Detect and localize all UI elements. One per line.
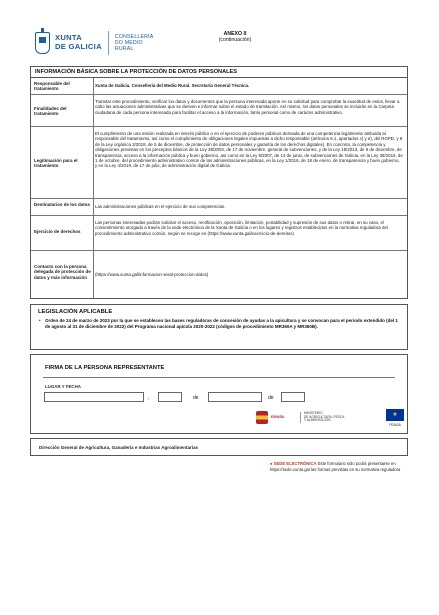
place-date-label: LUGAR Y FECHA: [45, 384, 81, 389]
legislation-title: LEGISLACIÓN APLICABLE: [38, 309, 113, 315]
row-label: Contacto con la persona delegada de protección de datos y más información: [34, 264, 91, 280]
coat-of-arms-icon: [35, 32, 50, 54]
table-row: [31, 199, 407, 216]
annex-title: ANEXO II: [223, 31, 247, 37]
row-label: Responsable del tratamiento: [34, 81, 70, 92]
eu-flag-icon: ★: [386, 409, 404, 421]
row-label: Ejercicio de derechos: [34, 229, 81, 234]
bullet-icon: •: [39, 318, 41, 323]
sede-text-2: las formas previstas en su normativa reguladora: [310, 466, 401, 472]
month-input[interactable]: [208, 392, 262, 402]
data-protection-table: [30, 66, 408, 299]
row-label: Legitimación para el tratamiento: [34, 158, 78, 169]
sede-notice: [270, 461, 400, 472]
de-separator: de: [268, 395, 274, 401]
feaga-label: FEAGA: [389, 423, 401, 427]
row-value: El cumplimiento de una misión realizada en interés público o en el ejercicio de poderes públicos derivada de una competencia legalmente atribuida al responsable del tratamiento, así como el cumplimiento de obligaciones legales impuestas a dicho responsable (artículos 6.1, apartados c) y e), del RGPD, y 8 de la Ley orgánica 3/2018, de 5 de diciembre, de protección de datos personales y garantía de los derechos digitales). En concreto, la competencia y obligaciones previstas en los preceptos básicos de la Ley 38/2003, de 17 de noviembre, general de subvenciones, y de la Ley 19/2013, de 9 de diciembre, de transparencia, acceso a la información pública y buen gobierno, así como en la Ley 9/2007, de 13 de junio, de subvenciones de Galicia, en la Ley 39/2015, de 1 de octubre, del procedimiento administrativo común de las administraciones públicas, en la Ley 1/2016, de 18 de enero, de transparencia y buen gobierno, y en la Ley 4/2019, de 17 de julio, de administración digital de Galicia.: [95, 131, 403, 169]
signature-title: FIRMA DE LA PERSONA REPRESENTANTE: [45, 365, 165, 371]
row-value: Tramitar este procedimiento, verificar los datos y documentos que la persona interesada aporte en su solicitud para comprobar la exactitud de estos, llevar a cabo las actuaciones administrativas que se deriven e informar sobre el estado de tramitación. Así mismo, los datos personales se incluirán en la Carpeta ciudadana de cada persona interesada para facilitar el acceso a la información, tanto personal como de carácter administrativo.: [95, 99, 400, 115]
row-value: Las personas interesadas podrán solicitar el acceso, rectificación, oposición, limitación, portabilidad y supresión de sus datos o retirar, en su caso, el consentimiento otorgado a través de la sede electrónica de la Xunta de Galicia o en los lugares y registros establecidos en la normativa reguladora del procedimiento administrativo común, según se recoge en (https://www.xunta.gal/exercicio-de-dereitos): [95, 220, 388, 236]
row-value: (https://www.xunta.gal/informacion-xeral-proteccion-datos): [95, 272, 209, 277]
comma-separator: ,: [148, 395, 150, 401]
annex-subtitle: (continuación): [218, 37, 252, 44]
de-separator: de: [193, 395, 199, 401]
directorate-box: [30, 438, 408, 456]
sede-text: Este formulario solo podrá presentarse en: [317, 461, 396, 466]
annex-heading: [205, 31, 265, 44]
department-name: CONSELLERÍA DO MEDIO RURAL: [114, 33, 154, 53]
row-label: Finalidades del tratamiento: [34, 106, 67, 117]
sede-icon: ●: [270, 461, 273, 466]
ministry-logo: ESPAÑA MINISTERIO DE AGRICULTURA, PESCA Y ALIMENTACIÓN: [256, 411, 360, 424]
day-input[interactable]: [158, 392, 182, 402]
logo-divider: [108, 31, 109, 55]
row-label: Destinatarios de los datos: [34, 202, 91, 207]
sede-name: SEDE ELECTRÓNICA: [273, 461, 317, 466]
spain-shield-icon: [256, 411, 268, 424]
divider: [43, 377, 395, 378]
xunta-logo: [35, 30, 153, 56]
legislation-item: • Orden de 24 de marzo de 2023 por la que se establecen las bases reguladoras de concesión de ayudas a la apicultura y se convocan para el periodo extendido (del 1 de agosto al 31 de diciembre de 2022) del Programa nacional apícola 2020-2022 (códigos de procedimiento MR360A y MR360B).: [39, 318, 398, 329]
data-protection-title: INFORMACIÓN BÁSICA SOBRE LA PROTECCIÓN DE DATOS PERSONALES: [31, 67, 407, 78]
table-row: [31, 95, 407, 127]
legislation-section: [30, 304, 408, 350]
table-row: [31, 78, 407, 95]
sede-link[interactable]: https://sede.xunta.gal: [270, 466, 310, 472]
row-value: Xunta de Galicia. Consellería del Medio Rural. Secretaría General Técnica.: [95, 83, 250, 88]
year-input[interactable]: [281, 392, 305, 402]
directorate-name: Dirección General de Agricultura, Ganadería e Industrias Agroalimentarias: [39, 445, 198, 450]
table-row: [31, 251, 407, 299]
org-name: XUNTA DE GALICIA: [55, 33, 102, 51]
signature-section: [30, 354, 408, 434]
place-input[interactable]: [44, 392, 144, 402]
table-row: [31, 127, 407, 199]
table-row: [31, 216, 407, 251]
row-value: Las administraciones públicas en el ejercicio de sus competencias.: [95, 204, 226, 209]
